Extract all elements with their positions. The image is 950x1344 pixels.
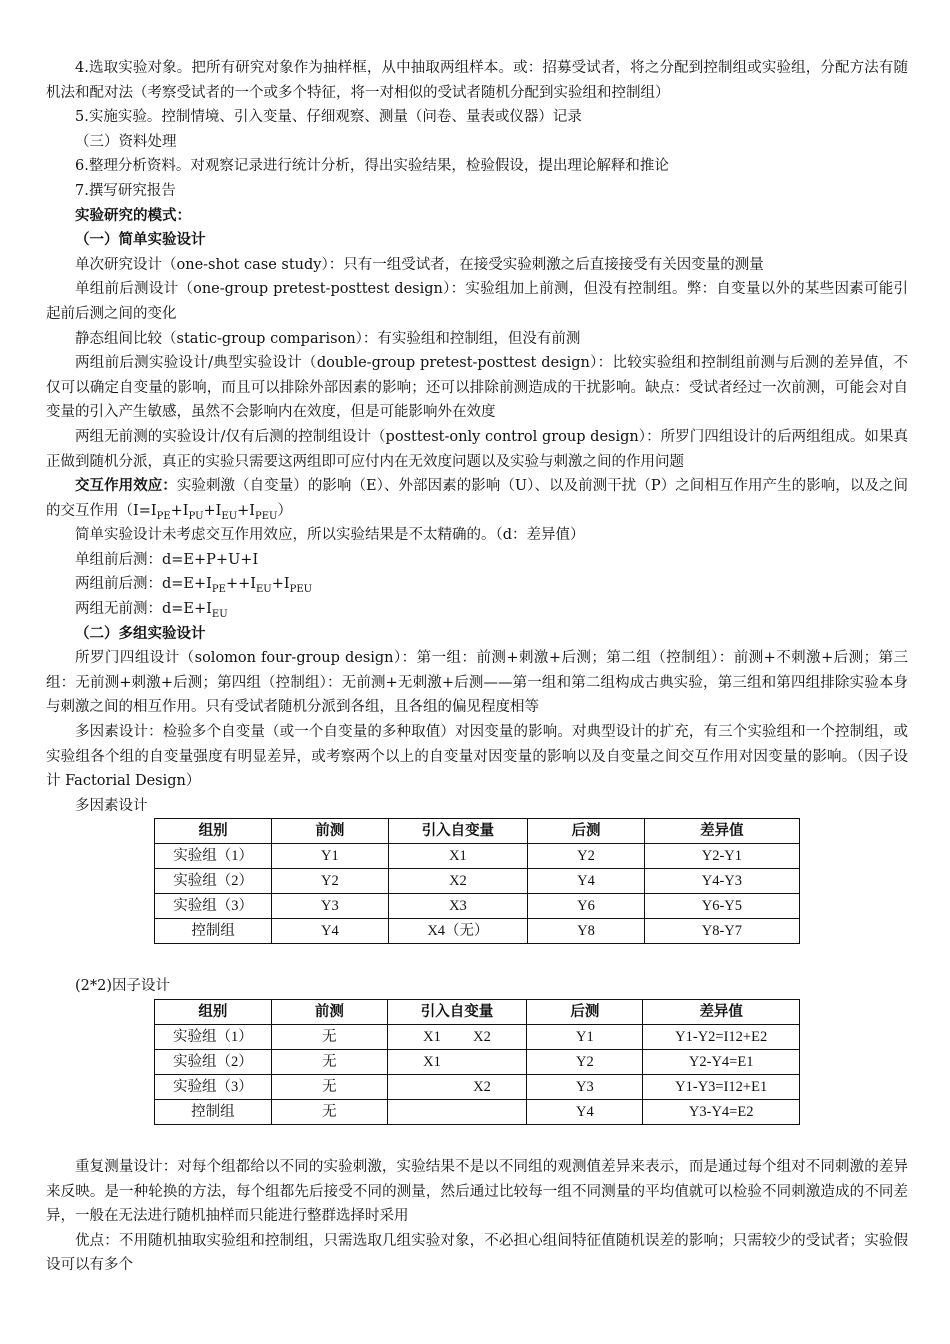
header-group: 组别: [155, 1000, 272, 1025]
table-row: 实验组（3） 无 X2 Y3 Y1-Y3=I12+E1: [155, 1075, 800, 1100]
simple-design-note: 简单实验设计未考虑交互作用效应，所以实验结果是不太精确的。（d：差异值）: [75, 527, 585, 544]
table-row: 实验组（1） 无 X1 X2 Y1 Y1-Y2=I12+E2: [155, 1025, 800, 1050]
interaction-body: 实验刺激（自变量）的影响（E）、外部因素的影响（U）、以及前测干扰（P）之间相互作用产生的影响，以及之间的交互作用（: [46, 478, 908, 519]
header-difference: 差异值: [644, 819, 799, 844]
table-row: 实验组（3） Y3 X3 Y6 Y6-Y5: [155, 894, 800, 919]
repeated-measures-design: 重复测量设计：对每个组都给以不同的实验刺激，实验结果不是以不同组的观测值差异来表示，而是通过每个组对不同刺激的差异来反映。是一种轮换的方法，每个组都先后接受不同的测量，然后通过比较每一组不同测量的平均值就可以检验不同刺激造成的不同差异，一般在无法进行随机抽样而只能进行整群选择时采用: [46, 1159, 908, 1225]
header-variable: 引入自变量: [387, 1000, 526, 1025]
solomon-design: 所罗门四组设计（solomon four-group design）：第一组：前测+刺激+后测；第二组（控制组）：前测+不刺激+后测；第三组：无前测+刺激+后测；第四组（控制组）：无前测+无刺激+后测——第一组和第二组构成古典实验，第三组和第四组排除实验本身与刺激之间的相互作用。只有受试者随机分派到各组，且各组的偏见程度相等: [46, 650, 908, 716]
table2-caption: (2*2)因子设计: [75, 978, 171, 995]
table-row: 控制组 无 Y4 Y3-Y4=E2: [155, 1100, 800, 1125]
one-group-design: 单组前后测设计（one-group pretest-posttest design）：实验组加上前测，但没有控制组。弊：自变量以外的某些因素可能引起前后测之间的变化: [46, 281, 908, 322]
equation-no-pretest: 两组无前测：$d=E+I_{EU}$: [75, 601, 228, 621]
step-7: 7.撰写研究报告: [75, 182, 176, 199]
equation-two-group: 两组前后测：$d=E+I_{PE}++I_{EU}+I_{PEU}$: [75, 576, 313, 596]
simple-design-heading: （一）简单实验设计: [75, 231, 206, 249]
header-group: 组别: [155, 819, 272, 844]
table-row: 实验组（2） Y2 X2 Y4 Y4-Y3: [155, 869, 800, 894]
static-group-design: 静态组间比较（static-group comparison）：有实验组和控制组，但没有前测: [75, 330, 581, 347]
one-shot-design: 单次研究设计（one-shot case study）：只有一组受试者，在接受实验刺激之后直接接受有关因变量的测量: [75, 256, 764, 273]
table-header-row: [155, 819, 800, 844]
multi-factor-table: [154, 818, 800, 944]
interaction-effect: 交互作用效应：实验刺激（自变量）的影响（E）、外部因素的影响（U）、以及前测干扰（P）之间相互作用产生的影响，以及之间的交互作用$(I=I_{PE}+I_{PU}+I_{EU}+I_{PEU})$: [46, 477, 908, 522]
factorial-design: 多因素设计：检验多个自变量（或一个自变量的多种取值）对因变量的影响。对典型设计的扩充，有三个实验组和一个控制组，或实验组各个组的自变量强度有明显差异，或考察两个以上的自变量对因变量的影响以及自变量之间交互作用对因变量的影响。（因子设计 Factorial Design）: [46, 724, 908, 790]
header-pretest: 前测: [272, 819, 388, 844]
step-6: 6.整理分析资料。对观察记录进行统计分析，得出实验结果，检验假设，提出理论解释和推论: [75, 158, 669, 175]
table1-caption: 多因素设计: [75, 797, 148, 814]
section-data-processing: （三）资料处理: [75, 133, 177, 150]
factorial-2x2-table: [154, 999, 800, 1125]
table-row: 控制组 Y4 X4（无） Y8 Y8-Y7: [155, 919, 800, 944]
table-row: 实验组（1） Y1 X1 Y2 Y2-Y1: [155, 844, 800, 869]
equation-one-group: 单组前后测：d=E+P+U+I: [75, 551, 259, 568]
step-5: 5.实施实验。控制情境、引入变量、仔细观察、测量（问卷、量表或仪器）记录: [75, 109, 582, 126]
header-pretest: 前测: [271, 1000, 387, 1025]
advantages: 优点：不用随机抽取实验组和控制组，只需选取几组实验对象，不必担心组间特征值随机误差的影响；只需较少的受试者；实验假设可以有多个: [46, 1232, 908, 1274]
interaction-term: 交互作用效应：: [75, 477, 177, 495]
header-posttest: 后测: [527, 1000, 643, 1025]
table-row: 实验组（2） 无 X1 Y2 Y2-Y4=E1: [155, 1050, 800, 1075]
multi-group-heading: （二）多组实验设计: [75, 624, 206, 642]
header-posttest: 后测: [528, 819, 644, 844]
header-difference: 差异值: [643, 1000, 800, 1025]
header-variable: 引入自变量: [388, 819, 528, 844]
table-header-row: [155, 1000, 800, 1025]
double-group-design: 两组前后测实验设计/典型实验设计（double-group pretest-posttest design）：比较实验组和控制组前测与后测的差异值，不仅可以确定自变量的影响，而且可以排除外部因素的影响；还可以排除前测造成的干扰影响。缺点：受试者经过一次前测，可能会对自变量的引入产生敏感，虽然不会影响内在效度，但是可能影响外在效度: [46, 355, 908, 421]
posttest-only-design: 两组无前测的实验设计/仅有后测的控制组设计（posttest-only control group design）：所罗门四组设计的后两组组成。如果真正做到随机分派，真正的实验只需要这两组即可应付内在无效度问题以及实验与刺激之间的作用问题: [46, 428, 908, 470]
formula-i: $I=I_{PE}+I_{PU}+I_{EU}+I_{PEU}$: [133, 502, 278, 522]
step-4: 4.选取实验对象。把所有研究对象作为抽样框，从中抽取两组样本。或：招募受试者，将之分配到控制组或实验组，分配方法有随机法和配对法（考察受试者的一个或多个特征，将一对相似的受试者随机分配到实验组和控制组）: [46, 60, 908, 101]
mode-heading: 实验研究的模式：: [75, 206, 191, 224]
